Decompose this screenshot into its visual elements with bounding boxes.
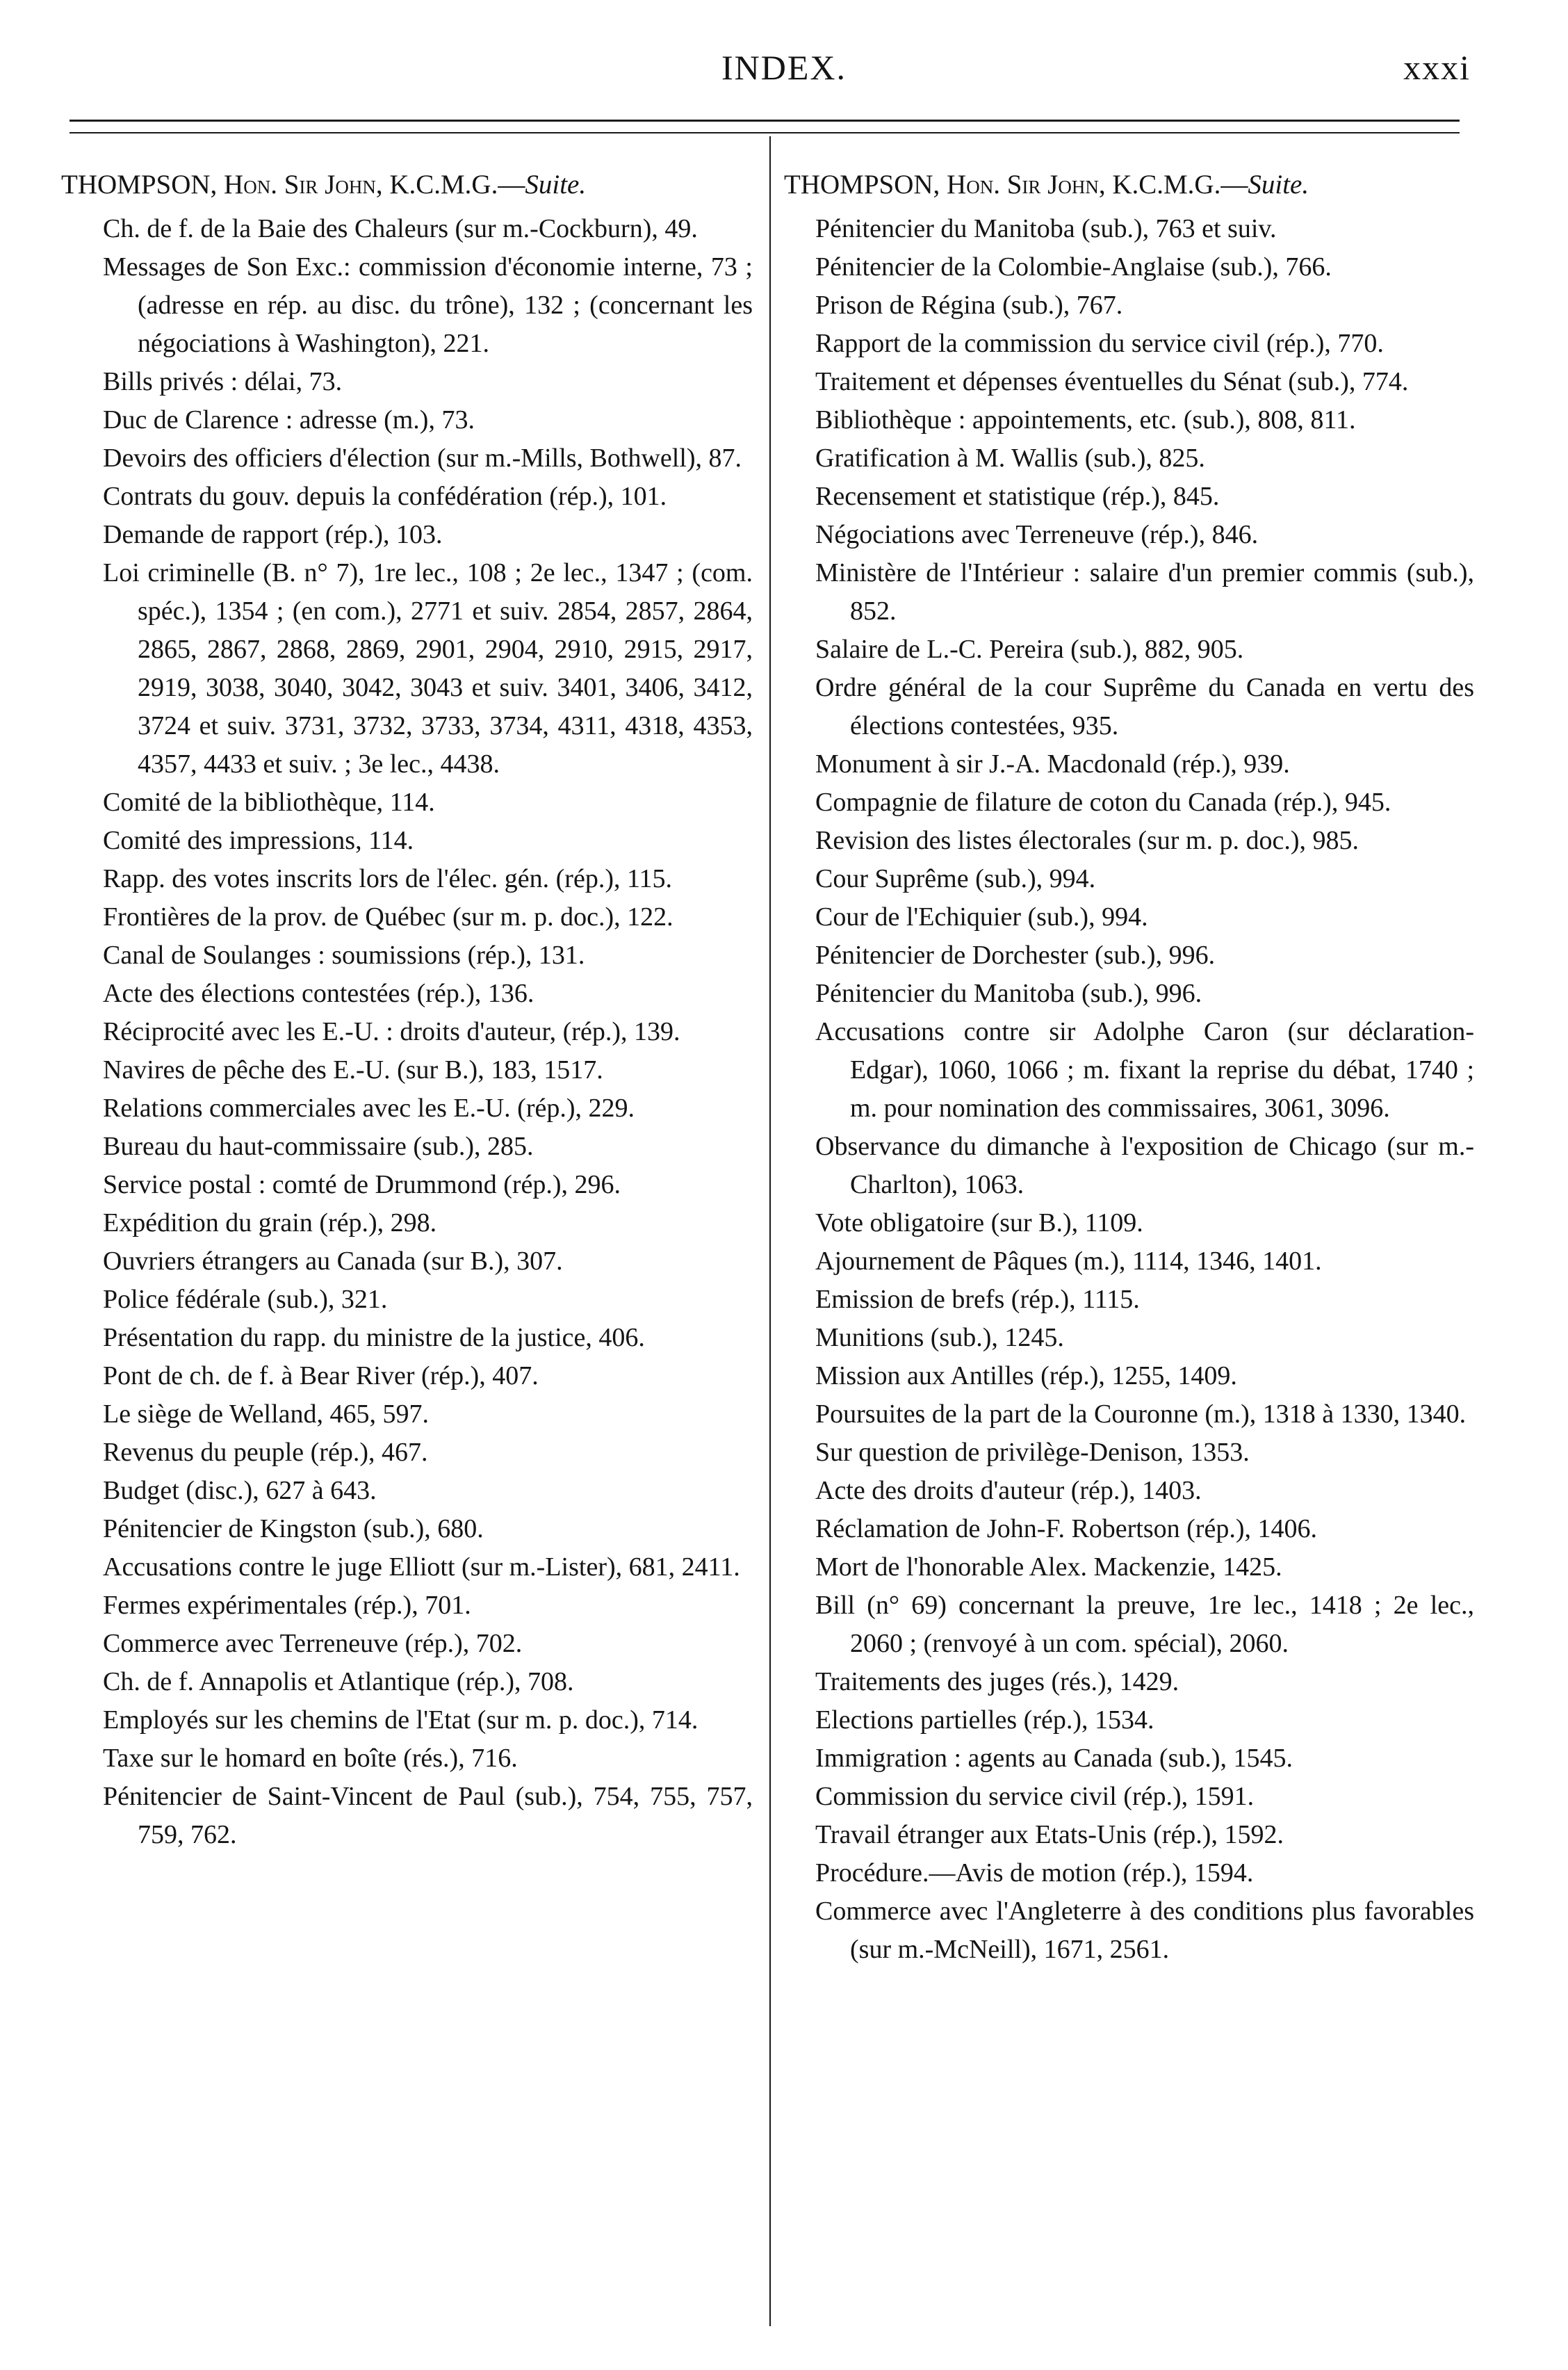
index-entry: Rapp. des votes inscrits lors de l'élec. gén. (rép.), 115. <box>103 864 673 893</box>
index-entry: Employés sur les chemins de l'Etat (sur m. p. doc.), 714. <box>103 1705 699 1735</box>
index-entry: Navires de pêche des E.-U. (sur B.), 183, 1517. <box>103 1055 603 1085</box>
index-entry: Procédure.—Avis de motion (rép.), 1594. <box>815 1858 1254 1888</box>
index-entry: Pénitencier de Dorchester (sub.), 996. <box>815 941 1216 970</box>
index-entry: Négociations avec Terreneuve (rép.), 846. <box>815 520 1259 549</box>
index-column-right <box>784 165 1474 1969</box>
index-entry: Service postal : comté de Drummond (rép.), 296. <box>103 1170 621 1199</box>
header-rule-thin <box>70 132 1460 133</box>
index-entry: Ch. de f. de la Baie des Chaleurs (sur m.-Cockburn), 49. <box>103 214 698 243</box>
header-title: K.C.M.G.— <box>389 170 525 200</box>
index-entry: Revenus du peuple (rép.), 467. <box>103 1438 428 1467</box>
header-honorific: Hon. Sir John, <box>947 170 1106 200</box>
index-entry: Cour Suprême (sub.), 994. <box>815 864 1096 893</box>
index-entry: Taxe sur le homard en boîte (rés.), 716. <box>103 1744 518 1773</box>
header-name: THOMPSON, <box>61 170 218 200</box>
index-entry: Pont de ch. de f. à Bear River (rép.), 407. <box>103 1361 539 1390</box>
index-entry: Loi criminelle (B. n° 7), 1re lec., 108 ; 2e lec., 1347 ; (com. spéc.), 1354 ; (en com.), 2771 et suiv. 2854, 2857, 2864, 2865, 2867, 2868, 2869, 2901, 2904, 2910, 2915, 2917, 2919, 3038, 3040, 3042, 3043 et suiv. 3401, 3406, 3412, 3724 et suiv. 3731, 3732, 3733, 3734, 4311, 4318, 4353, 4357, 4433 et suiv. ; 3e lec., 4438. <box>103 558 753 779</box>
index-entry: Frontières de la prov. de Québec (sur m. p. doc.), 122. <box>103 902 673 932</box>
index-entry: Bibliothèque : appointements, etc. (sub.), 808, 811. <box>815 405 1356 435</box>
index-entry: Devoirs des officiers d'élection (sur m.-Mills, Bothwell), 87. <box>103 444 742 473</box>
index-entry: Accusations contre le juge Elliott (sur m.-Lister), 681, 2411. <box>103 1552 740 1582</box>
header-name: THOMPSON, <box>784 170 940 200</box>
index-entry: Sur question de privilège-Denison, 1353. <box>815 1438 1250 1467</box>
index-entry: Pénitencier de Saint-Vincent de Paul (sub.), 754, 755, 757, 759, 762. <box>103 1782 753 1849</box>
index-entry: Gratification à M. Wallis (sub.), 825. <box>815 444 1205 473</box>
index-entry: Bureau du haut-commissaire (sub.), 285. <box>103 1132 534 1161</box>
index-entry: Pénitencier de Kingston (sub.), 680. <box>103 1514 484 1543</box>
index-entry: Contrats du gouv. depuis la confédération (rép.), 101. <box>103 482 667 511</box>
index-entry: Ministère de l'Intérieur : salaire d'un premier commis (sub.), 852. <box>815 558 1474 626</box>
index-entry: Le siège de Welland, 465, 597. <box>103 1399 430 1429</box>
index-entry: Observance du dimanche à l'exposition de Chicago (sur m.-Charlton), 1063. <box>815 1132 1474 1199</box>
index-entry: Monument à sir J.-A. Macdonald (rép.), 939. <box>815 749 1290 779</box>
index-entry: Poursuites de la part de la Couronne (m.), 1318 à 1330, 1340. <box>815 1399 1467 1429</box>
index-entry: Compagnie de filature de coton du Canada (rép.), 945. <box>815 788 1391 817</box>
index-entry: Cour de l'Echiquier (sub.), 994. <box>815 902 1148 932</box>
index-entry: Relations commerciales avec les E.-U. (rép.), 229. <box>103 1094 635 1123</box>
index-entry: Ouvriers étrangers au Canada (sur B.), 307. <box>103 1247 563 1276</box>
index-entry: Présentation du rapp. du ministre de la justice, 406. <box>103 1323 645 1352</box>
header-title: K.C.M.G.— <box>1112 170 1248 200</box>
index-column-left <box>61 165 753 1854</box>
index-entry: Pénitencier de la Colombie-Anglaise (sub.), 766. <box>815 252 1332 282</box>
index-entry: Comité de la bibliothèque, 114. <box>103 788 435 817</box>
index-entry: Pénitencier du Manitoba (sub.), 996. <box>815 979 1202 1008</box>
index-entry: Recensement et statistique (rép.), 845. <box>815 482 1220 511</box>
index-entry: Bill (n° 69) concernant la preuve, 1re lec., 1418 ; 2e lec., 2060 ; (renvoyé à un com. spécial), 2060. <box>815 1591 1474 1658</box>
index-entry: Traitements des juges (rés.), 1429. <box>815 1667 1179 1696</box>
index-entries <box>61 210 753 1854</box>
index-entry: Acte des élections contestées (rép.), 136. <box>103 979 534 1008</box>
index-entry: Bills privés : délai, 73. <box>103 367 343 396</box>
index-entry: Réciprocité avec les E.-U. : droits d'auteur, (rép.), 139. <box>103 1017 680 1046</box>
header-honorific: Hon. Sir John, <box>224 170 383 200</box>
index-entry: Ch. de f. Annapolis et Atlantique (rép.), 708. <box>103 1667 574 1696</box>
header-rule-thick <box>70 120 1460 122</box>
page-number: xxxi <box>1403 48 1471 87</box>
index-entry: Expédition du grain (rép.), 298. <box>103 1208 437 1237</box>
index-entry: Travail étranger aux Etats-Unis (rép.), 1592. <box>815 1820 1284 1849</box>
index-entry: Ajournement de Pâques (m.), 1114, 1346, 1401. <box>815 1247 1322 1276</box>
index-entry: Budget (disc.), 627 à 643. <box>103 1476 377 1505</box>
index-entry: Elections partielles (rép.), 1534. <box>815 1705 1154 1735</box>
index-entry: Pénitencier du Manitoba (sub.), 763 et suiv. <box>815 214 1277 243</box>
column-header <box>61 165 753 204</box>
index-entry: Commerce avec Terreneuve (rép.), 702. <box>103 1629 523 1658</box>
column-divider <box>769 136 771 2326</box>
index-entry: Comité des impressions, 114. <box>103 826 414 855</box>
index-entry: Messages de Son Exc.: commission d'économie interne, 73 ; (adresse en rép. au disc. du trône), 132 ; (concernant les négociations à Washington), 221. <box>103 252 753 358</box>
index-entry: Demande de rapport (rép.), 103. <box>103 520 443 549</box>
index-entry: Acte des droits d'auteur (rép.), 1403. <box>815 1476 1202 1505</box>
index-entry: Réclamation de John-F. Robertson (rép.), 1406. <box>815 1514 1317 1543</box>
index-entry: Commerce avec l'Angleterre à des conditions plus favorables (sur m.-McNeill), 1671, 2561. <box>815 1897 1474 1964</box>
index-entry: Mort de l'honorable Alex. Mackenzie, 1425. <box>815 1552 1282 1582</box>
index-entry: Commission du service civil (rép.), 1591. <box>815 1782 1255 1811</box>
index-entry: Immigration : agents au Canada (sub.), 1545. <box>815 1744 1293 1773</box>
index-entry: Traitement et dépenses éventuelles du Sénat (sub.), 774. <box>815 367 1409 396</box>
index-entries <box>784 210 1474 1969</box>
index-entry: Vote obligatoire (sur B.), 1109. <box>815 1208 1143 1237</box>
index-entry: Emission de brefs (rép.), 1115. <box>815 1285 1140 1314</box>
index-entry: Mission aux Antilles (rép.), 1255, 1409. <box>815 1361 1237 1390</box>
index-entry: Prison de Régina (sub.), 767. <box>815 291 1123 320</box>
index-entry: Munitions (sub.), 1245. <box>815 1323 1064 1352</box>
index-entry: Ordre général de la cour Suprême du Canada en vertu des élections contestées, 935. <box>815 673 1474 740</box>
column-header <box>784 165 1474 204</box>
index-entry: Canal de Soulanges : soumissions (rép.), 131. <box>103 941 585 970</box>
index-entry: Fermes expérimentales (rép.), 701. <box>103 1591 471 1620</box>
index-entry: Salaire de L.-C. Pereira (sub.), 882, 905. <box>815 635 1244 664</box>
index-entry: Police fédérale (sub.), 321. <box>103 1285 388 1314</box>
header-suite: Suite. <box>525 170 587 200</box>
header-suite: Suite. <box>1248 170 1309 200</box>
page-title: INDEX. <box>721 48 847 87</box>
index-entry: Revision des listes électorales (sur m. p. doc.), 985. <box>815 826 1359 855</box>
index-entry: Accusations contre sir Adolphe Caron (sur déclaration-Edgar), 1060, 1066 ; m. fixant la reprise du débat, 1740 ; m. pour nomination des commissaires, 3061, 3096. <box>815 1017 1474 1123</box>
index-entry: Rapport de la commission du service civil (rép.), 770. <box>815 329 1384 358</box>
index-entry: Duc de Clarence : adresse (m.), 73. <box>103 405 475 435</box>
